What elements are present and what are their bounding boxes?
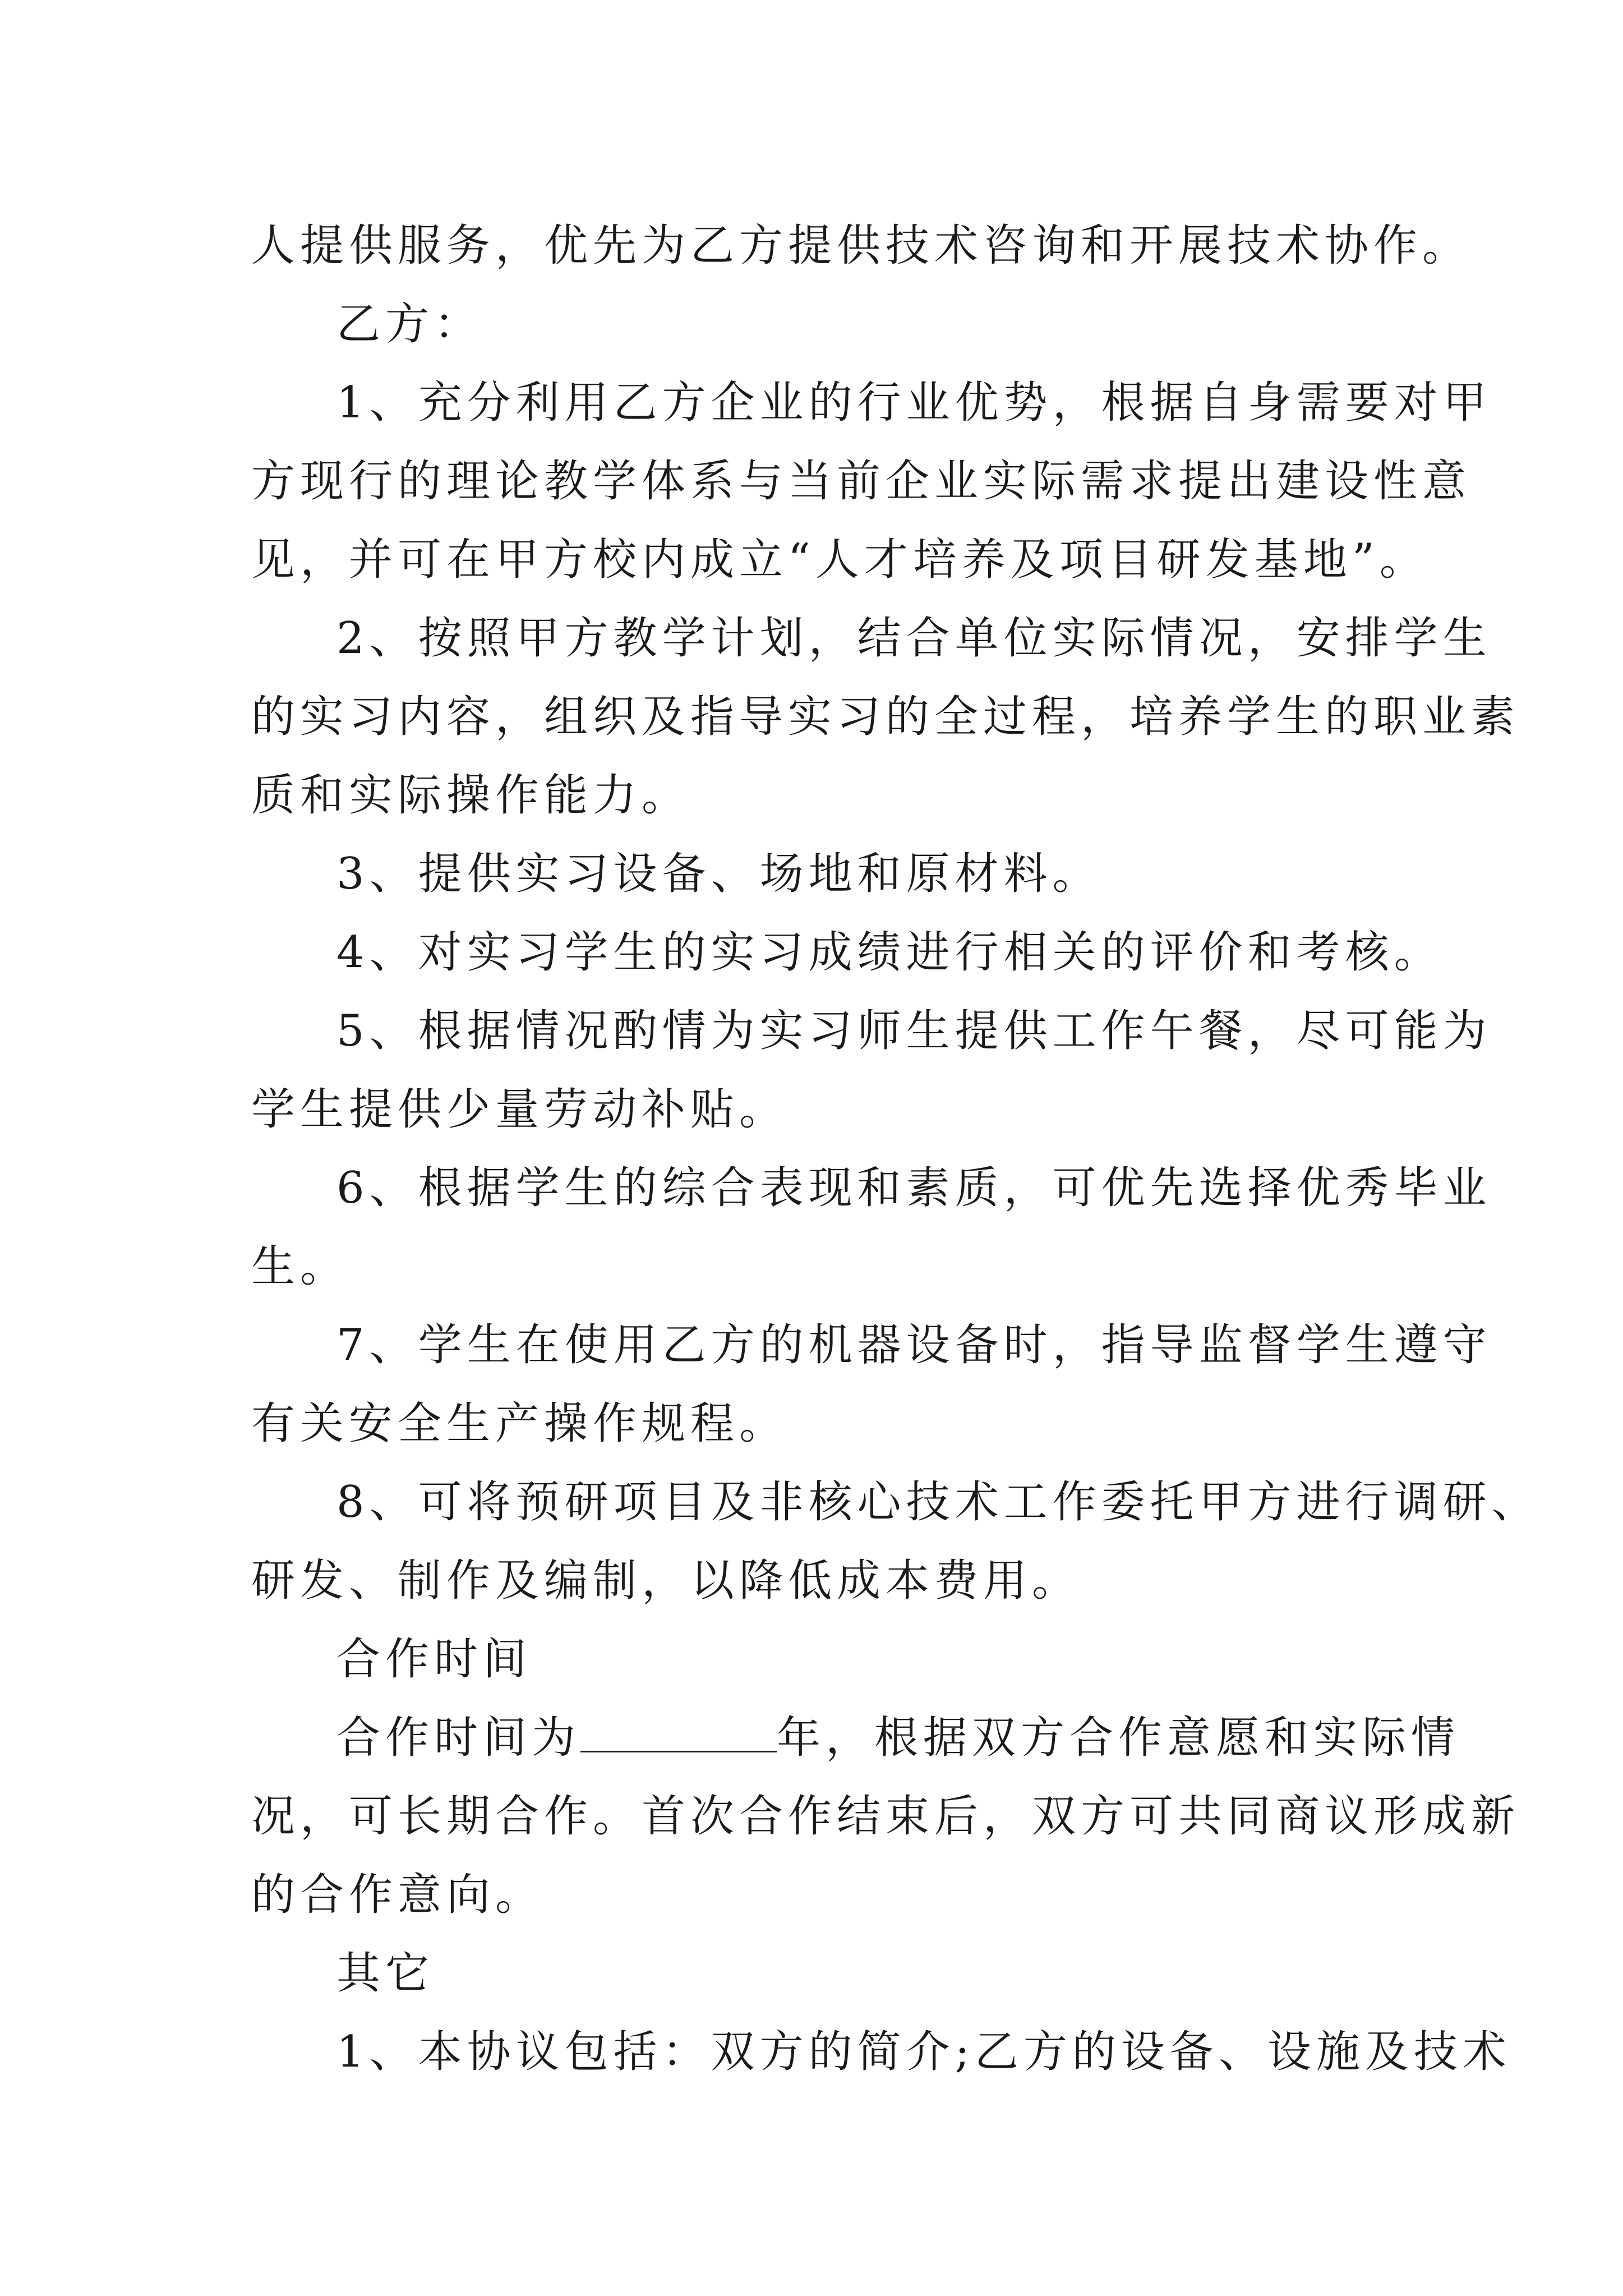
paragraph-line: 4、对实习学生的实习成绩进行相关的评价和考核。: [336, 927, 1443, 978]
paragraph-line: 的实习内容，组织及指导实习的全过程，培养学生的职业素: [251, 692, 1520, 742]
paragraph-line: 7、学生在使用乙方的机器设备时，指导监督学生遵守: [336, 1320, 1492, 1370]
paragraph-line: 8、可将预研项目及非核心技术工作委托甲方进行调研、: [336, 1477, 1541, 1527]
section-heading-other: 其它: [336, 1948, 435, 1999]
paragraph-line: 研发、制作及编制，以降低成本费用。: [251, 1556, 1081, 1606]
paragraph-line: 2、按照甲方教学计划，结合单位实际情况，安排学生: [336, 613, 1492, 664]
paragraph-line: 见，并可在甲方校内成立“人才培养及项目研发基地”。: [251, 535, 1428, 585]
section-heading-cooperation-time: 合作时间: [336, 1634, 532, 1685]
fill-in-blank[interactable]: [580, 1703, 777, 1752]
paragraph-line: 况，可长期合作。首次合作结束后，双方可共同商议形成新: [251, 1791, 1520, 1842]
section-heading-yifang: 乙方：: [336, 299, 483, 349]
document-body: [251, 206, 1541, 2091]
paragraph-line: 有关安全生产操作规程。: [251, 1398, 789, 1449]
paragraph-line: 的合作意向。: [251, 1870, 545, 1920]
paragraph-line: 生。: [251, 1241, 349, 1292]
paragraph-line: 6、根据学生的综合表现和素质，可优先选择优秀毕业: [336, 1163, 1492, 1213]
cooperation-period-label: 合作时间为: [336, 1713, 581, 1763]
paragraph-line: 1、本协议包括：双方的简介;乙方的设备、设施及技术: [336, 2027, 1511, 2077]
paragraph-line: 质和实际操作能力。: [251, 770, 691, 821]
paragraph-line: 5、根据情况酌情为实习师生提供工作午餐，尽可能为: [336, 1006, 1492, 1056]
paragraph-line: 3、提供实习设备、场地和原材料。: [336, 849, 1101, 899]
paragraph-line: 学生提供少量劳动补贴。: [251, 1084, 789, 1135]
paragraph-line: 人提供服务，优先为乙方提供技术咨询和开展技术协作。: [251, 220, 1472, 271]
paragraph-line: 方现行的理论教学体系与当前企业实际需求提出建设性意: [251, 456, 1472, 507]
cooperation-period-text: 年，根据双方合作意愿和实际情: [777, 1713, 1460, 1763]
paragraph-line-with-blank: [251, 1699, 1460, 1777]
paragraph-line: 1、充分利用乙方企业的行业优势，根据自身需要对甲: [336, 378, 1492, 428]
